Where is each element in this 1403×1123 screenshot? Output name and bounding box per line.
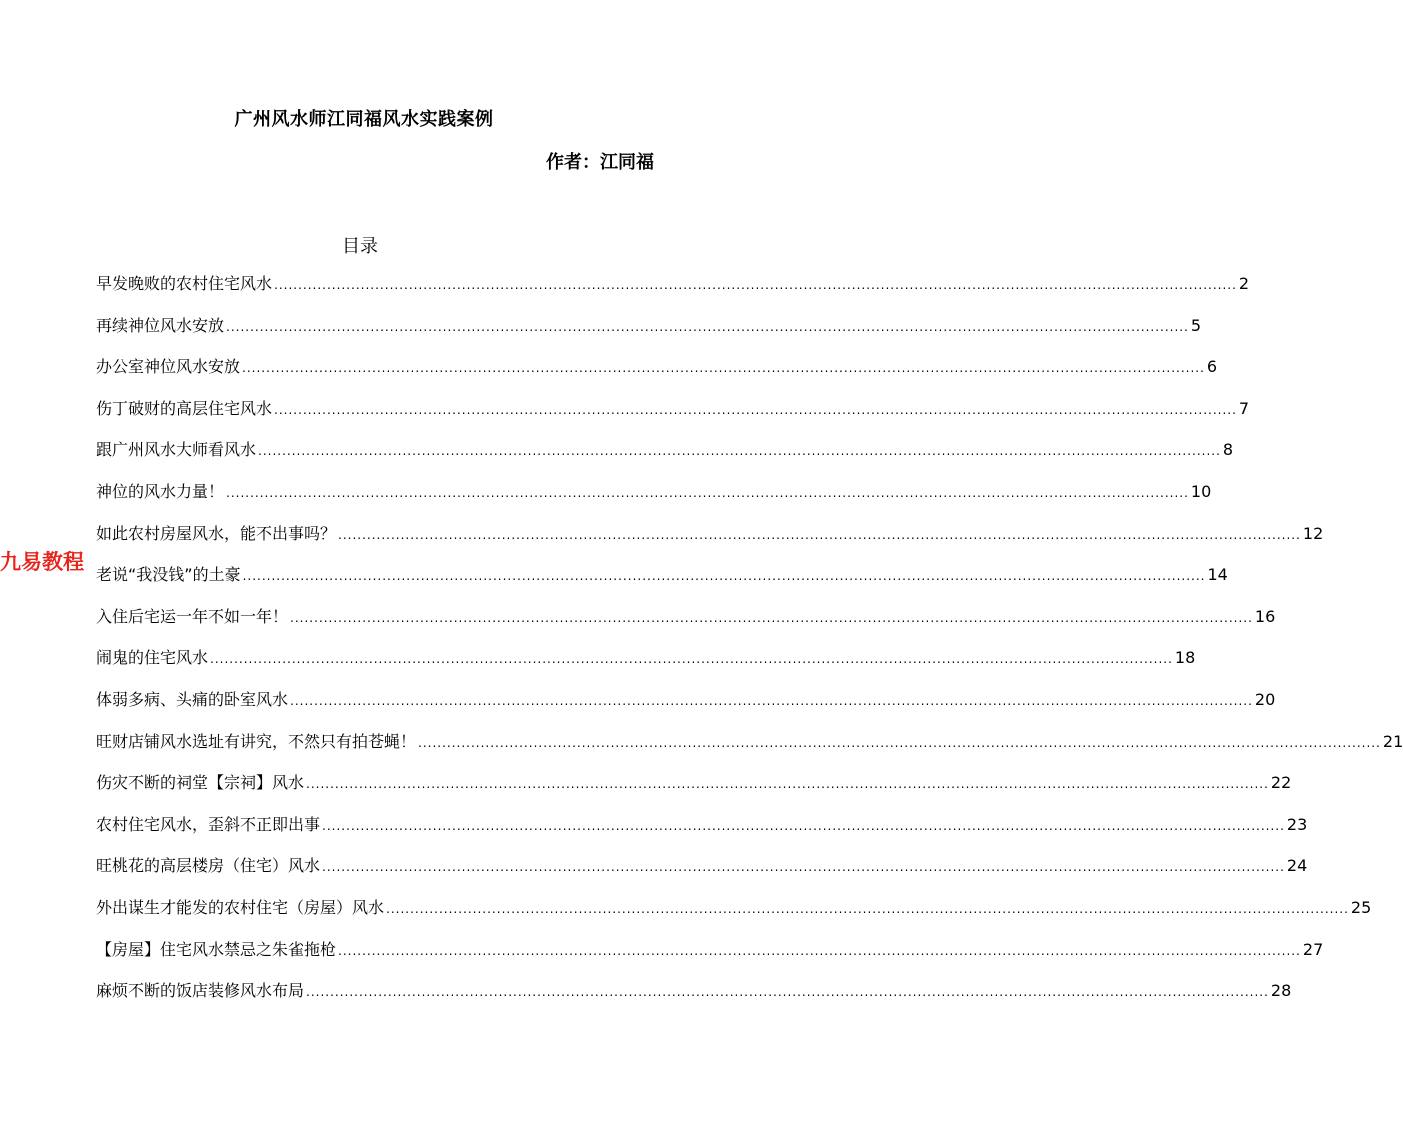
- toc-leader-dots: ........................................................................................................................................................................................................: [338, 527, 1301, 542]
- toc-entry-title: 办公室神位风水安放: [96, 357, 241, 377]
- toc-leader-dots: ........................................................................................................................................................................................................: [274, 402, 1237, 417]
- toc-entry-page: 18: [1174, 648, 1196, 668]
- toc-heading: 目录: [342, 236, 378, 257]
- toc-leader-dots: ........................................................................................................................................................................................................: [242, 361, 1205, 376]
- toc-entry[interactable]: [96, 938, 1324, 980]
- toc-leader-dots: ........................................................................................................................................................................................................: [306, 985, 1269, 1000]
- toc-leader-dots: ........................................................................................................................................................................................................: [306, 777, 1269, 792]
- toc-entry[interactable]: [96, 771, 1292, 813]
- toc-entry-title: 早发晚败的农村住宅风水: [96, 274, 273, 293]
- toc-entry-title: 旺桃花的高层楼房（住宅）风水: [96, 856, 321, 876]
- toc-leader-dots: ........................................................................................................................................................................................................: [418, 735, 1381, 750]
- toc-leader-dots: ........................................................................................................................................................................................................: [242, 569, 1206, 584]
- toc-entry-title: 如此农村房屋风水，能不出事吗？: [96, 523, 337, 543]
- toc-entry[interactable]: [96, 272, 1250, 314]
- toc-entry[interactable]: [96, 522, 1324, 564]
- toc-entry[interactable]: [96, 896, 1372, 938]
- toc-leader-dots: ........................................................................................................................................................................................................: [290, 610, 1253, 625]
- toc-entry-page: 5: [1190, 315, 1202, 335]
- toc-entry-page: 14: [1207, 565, 1228, 585]
- toc-entry-title: 农村住宅风水，歪斜不正即出事: [96, 814, 321, 834]
- toc-entry[interactable]: [96, 480, 1212, 522]
- author-line: 作者：江同福: [546, 152, 654, 173]
- toc-entry-page: 23: [1286, 814, 1308, 834]
- toc-entry-title: 外出谋生才能发的农村住宅（房屋）风水: [96, 897, 385, 917]
- toc-entry-title: 老说“我没钱”的土豪: [96, 565, 241, 585]
- toc-entry-title: 闹鬼的住宅风水: [96, 648, 209, 668]
- toc-entry[interactable]: [96, 355, 1218, 397]
- toc-entry[interactable]: [96, 314, 1202, 356]
- toc-entry-title: 【房屋】住宅风水禁忌之朱雀拖枪: [96, 939, 337, 959]
- toc-entry-page: 12: [1302, 523, 1324, 543]
- toc-entry-title: 旺财店铺风水选址有讲究，不然只有拍苍蝇！: [96, 731, 417, 751]
- toc-entry-page: 24: [1286, 856, 1308, 876]
- toc-leader-dots: ........................................................................................................................................................................................................: [210, 652, 1173, 667]
- toc-entry-page: 2: [1238, 274, 1250, 293]
- toc-leader-dots: ........................................................................................................................................................................................................: [226, 319, 1189, 334]
- toc-leader-dots: ........................................................................................................................................................................................................: [274, 278, 1237, 292]
- toc-entry[interactable]: [96, 730, 1403, 772]
- toc-entry-page: 10: [1190, 481, 1212, 501]
- table-of-contents: [96, 272, 1403, 1021]
- toc-entry[interactable]: [96, 813, 1308, 855]
- toc-entry[interactable]: [96, 563, 1228, 605]
- toc-entry-title: 伤灾不断的祠堂【宗祠】风水: [96, 773, 305, 793]
- toc-entry[interactable]: [96, 688, 1276, 730]
- toc-leader-dots: ........................................................................................................................................................................................................: [338, 943, 1301, 958]
- toc-leader-dots: ........................................................................................................................................................................................................: [386, 901, 1349, 916]
- toc-entry-title: 伤丁破财的高层住宅风水: [96, 398, 273, 418]
- toc-entry-title: 再续神位风水安放: [96, 315, 225, 335]
- toc-entry-page: 28: [1270, 981, 1292, 1001]
- toc-entry-page: 8: [1222, 440, 1234, 460]
- toc-entry[interactable]: [96, 979, 1292, 1021]
- toc-entry[interactable]: [96, 438, 1234, 480]
- document-title: 广州风水师江同福风水实践案例: [234, 109, 494, 130]
- toc-entry-page: 7: [1238, 398, 1250, 418]
- toc-leader-dots: ........................................................................................................................................................................................................: [258, 444, 1221, 459]
- toc-entry-title: 麻烦不断的饭店装修风水布局: [96, 981, 305, 1001]
- toc-entry-page: 27: [1302, 939, 1324, 959]
- toc-entry[interactable]: [96, 397, 1250, 439]
- toc-entry[interactable]: [96, 605, 1276, 647]
- toc-entry-title: 入住后宅运一年不如一年！: [96, 606, 289, 626]
- toc-entry-page: 21: [1382, 731, 1403, 751]
- toc-leader-dots: ........................................................................................................................................................................................................: [322, 860, 1285, 875]
- toc-leader-dots: ........................................................................................................................................................................................................: [322, 818, 1285, 833]
- toc-entry-title: 跟广州风水大师看风水: [96, 440, 257, 460]
- toc-leader-dots: ........................................................................................................................................................................................................: [226, 485, 1189, 500]
- toc-entry-title: 体弱多病、头痛的卧室风水: [96, 689, 289, 709]
- toc-entry[interactable]: [96, 646, 1196, 688]
- toc-entry-page: 25: [1350, 897, 1372, 917]
- toc-entry-page: 20: [1254, 689, 1276, 709]
- toc-entry-page: 6: [1206, 357, 1218, 377]
- toc-entry-page: 22: [1270, 773, 1292, 793]
- watermark-logo: 九易教程: [0, 550, 84, 574]
- toc-entry-title: 神位的风水力量！: [96, 481, 225, 501]
- toc-leader-dots: ........................................................................................................................................................................................................: [290, 693, 1253, 708]
- toc-entry-page: 16: [1254, 606, 1276, 626]
- toc-entry[interactable]: [96, 854, 1308, 896]
